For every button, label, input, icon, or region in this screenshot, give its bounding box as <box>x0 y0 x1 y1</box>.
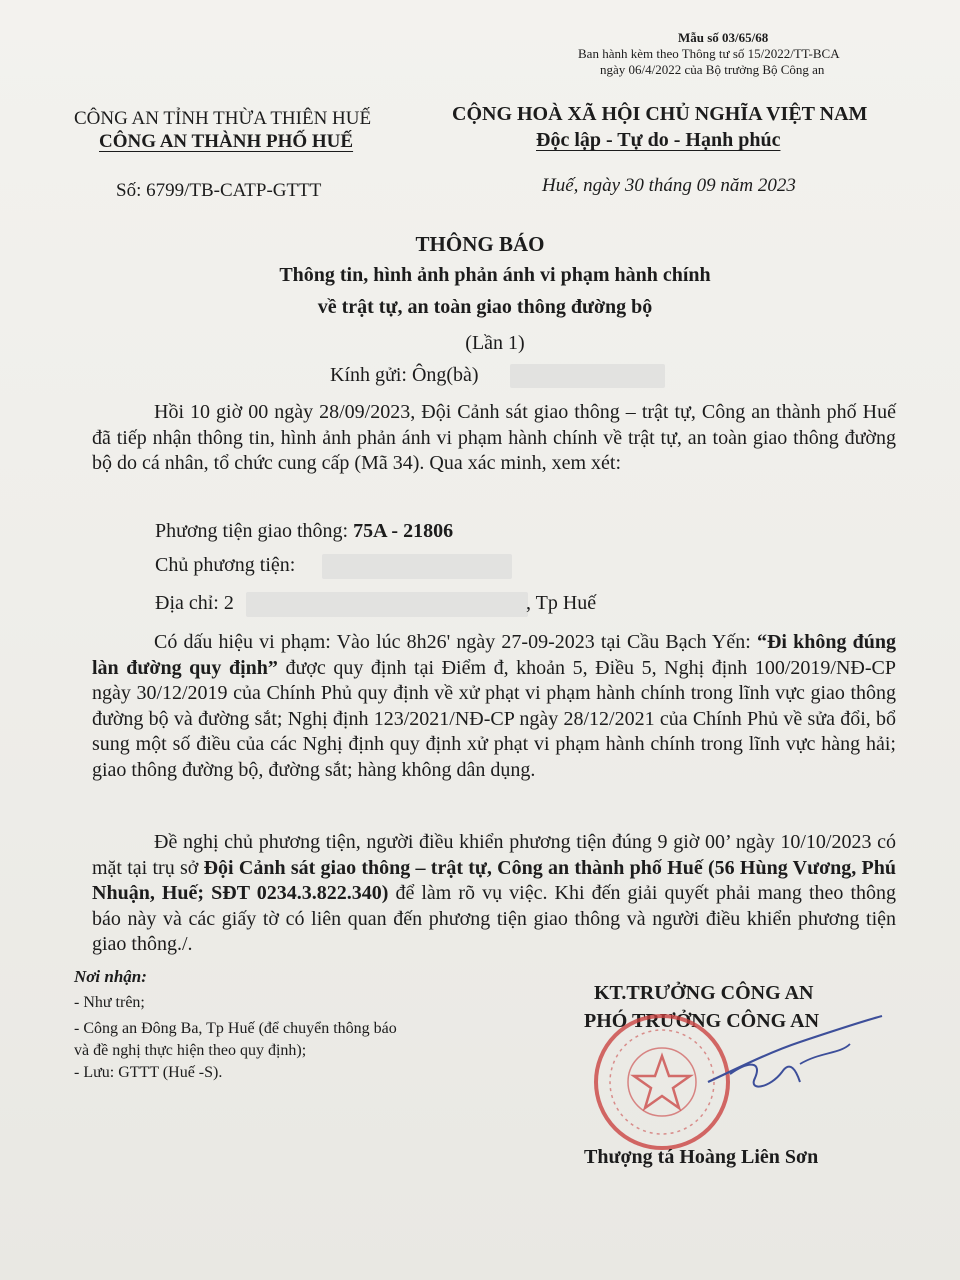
agency-parent: CÔNG AN TỈNH THỪA THIÊN HUẾ <box>74 108 372 129</box>
violation-description: “Đi không đúng làn đường quy định” <box>92 631 896 679</box>
recipients-line-1: - Như trên; <box>74 994 145 1011</box>
vehicle-plate: 75A - 21806 <box>353 520 454 542</box>
form-issued-line2: ngày 06/4/2022 của Bộ trưởng Bộ Công an <box>600 62 825 77</box>
handwritten-signature-icon <box>700 1012 890 1102</box>
violation-paragraph <box>92 630 896 783</box>
notice-title: THÔNG BÁO <box>415 232 545 256</box>
signature-title-2: PHÓ TRƯỞNG CÔNG AN <box>584 1010 820 1032</box>
recipients-line-2: - Công an Đông Ba, Tp Huế (để chuyển thông báo <box>74 1020 397 1037</box>
intro-text: Hồi 10 giờ 00 ngày 28/09/2023, Đội Cảnh sát giao thông – trật tự, Công an thành phố Huế đã tiếp nhận thông tin, hình ảnh phản ánh vi phạm hành chính về trật tự, an toàn giao thông đường bộ do cá nhân, tổ chức cung cấp (Mã 34). Qua xác minh, xem xét: <box>92 401 896 474</box>
signature-title-1: KT.TRƯỞNG CÔNG AN <box>594 982 814 1004</box>
redacted-recipient-name <box>510 364 665 388</box>
notice-subtitle-2: về trật tự, an toàn giao thông đường bộ <box>317 296 653 318</box>
vehicle-label: Phương tiện giao thông: <box>155 520 354 542</box>
request-rest: để làm rõ vụ việc. Khi đến giải quyết phải mang theo thông báo này và các giấy tờ có liên quan đến phương tiện giao thông và người điều khiển phương tiện giao thông./. <box>92 882 897 955</box>
document-number: Số: 6799/TB-CATP-GTTT <box>116 180 322 201</box>
violation-legal-basis: được quy định tại Điểm đ, khoản 5, Điều 5, Nghị định 100/2019/NĐ-CP ngày 30/12/2019 của Chính Phủ quy định về xử phạt vi phạm hành chính trong lĩnh vực giao thông đường bộ và đường sắt; Nghị định 123/2021/NĐ-CP ngày 28/12/2021 của Chính Phủ về sửa đổi, bổ sung một số điều của các Nghị định quy định xử phạt vi phạm hành chính trong lĩnh vực hàng hải; giao thông đường bộ, đường sắt; hàng không dân dụng. <box>92 656 896 781</box>
form-issued-line1: Ban hành kèm theo Thông tư số 15/2022/TT-BCA <box>578 46 840 61</box>
request-prefix: Đề nghị chủ phương tiện, người điều khiển phương tiện đúng 9 giờ 00’ ngày 10/10/2023 có mặt tại trụ sở <box>92 831 896 879</box>
redacted-owner-name <box>322 554 512 579</box>
recipients-heading: Nơi nhận: <box>74 967 147 986</box>
owner-label: Chủ phương tiện: <box>155 554 296 576</box>
intro-paragraph <box>92 400 896 477</box>
redacted-address <box>246 592 528 617</box>
notice-round: (Lần 1) <box>465 332 525 354</box>
violation-prefix: Có dấu hiệu vi phạm: Vào lúc 8h26' ngày 27-09-2023 tại Cầu Bạch Yến: <box>154 631 757 653</box>
address-city: , Tp Huế <box>526 592 597 614</box>
place-date: Huế, ngày 30 tháng 09 năm 2023 <box>542 175 796 196</box>
recipients-line-4: - Lưu: GTTT (Huế -S). <box>74 1064 223 1081</box>
address-label: Địa chỉ: 2 <box>155 592 234 614</box>
notice-subtitle-1: Thông tin, hình ảnh phản ánh vi phạm hành chính <box>279 264 711 286</box>
request-location: Đội Cảnh sát giao thông – trật tự, Công an thành phố Huế (56 Hùng Vương, Phú Nhuận, Huế; SĐT 0234.3.822.340) <box>92 856 896 904</box>
form-number: Mẫu số 03/65/68 <box>678 30 769 45</box>
request-paragraph <box>92 830 896 958</box>
agency-unit: CÔNG AN THÀNH PHỐ HUẾ <box>99 131 354 152</box>
signer-name: Thượng tá Hoàng Liên Sơn <box>584 1146 819 1168</box>
salutation: Kính gửi: Ông(bà) <box>330 364 479 386</box>
vehicle-row <box>155 520 453 543</box>
nation-name: CỘNG HOÀ XÃ HỘI CHỦ NGHĨA VIỆT NAM <box>452 103 868 125</box>
nation-motto: Độc lập - Tự do - Hạnh phúc <box>536 129 781 151</box>
recipients-line-3: và đề nghị thực hiện theo quy định); <box>74 1042 307 1059</box>
